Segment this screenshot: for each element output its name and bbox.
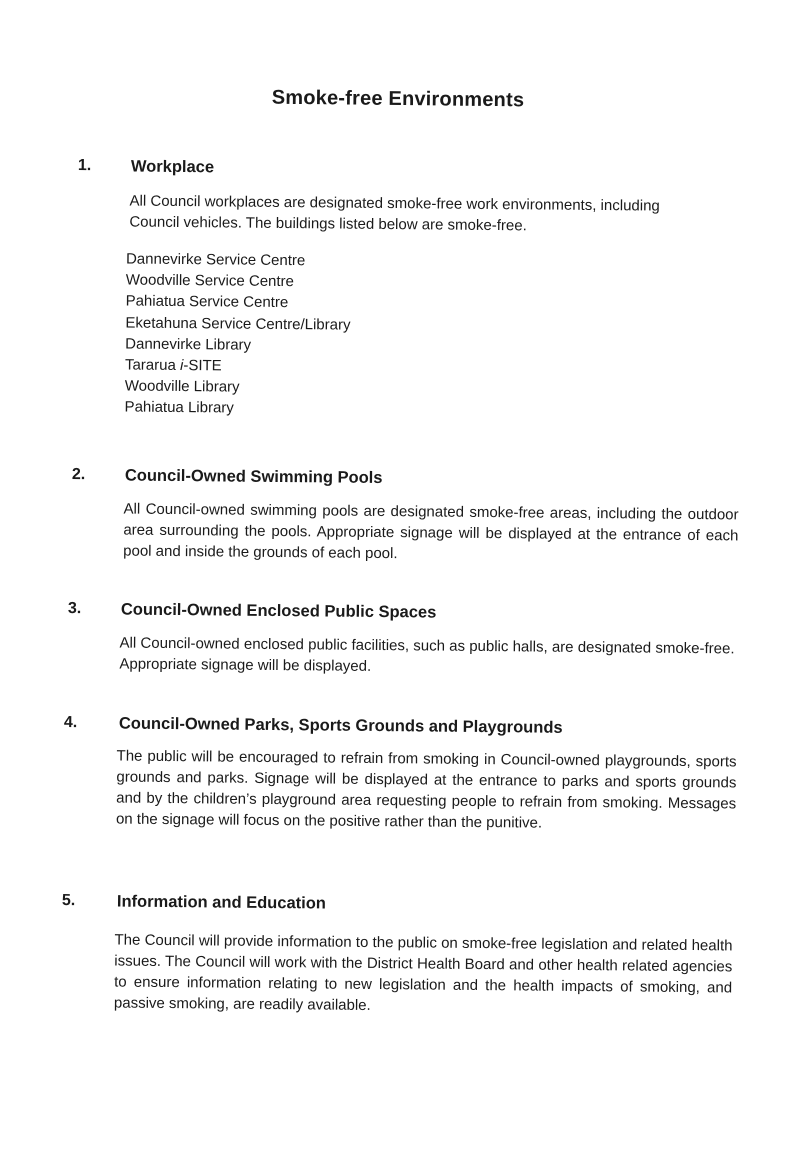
section-heading: Workplace — [130, 157, 215, 177]
section-number: 3. — [67, 600, 82, 618]
section-heading: Information and Education — [116, 892, 326, 913]
section-body: The public will be encouraged to refrain from smoking in Council-owned playgrounds, sports grounds and parks. Signage will be displayed at the entrance to parks and sports grounds and by the children’s playground area requesting people to refrain from smoking. Messages on the signage will focus on the positive rather than the punitive. — [115, 747, 737, 832]
section-number: 1. — [77, 157, 92, 175]
section-body: All Council-owned swimming pools are designated smoke-free areas, including the outdoor area surrounding the pools. Appropriate signage will be displayed at the entrance of each pool and inside the grounds of each pool. — [123, 500, 739, 563]
section-number: 4. — [63, 714, 78, 732]
section-swimming-pools — [71, 466, 752, 573]
list-item: Eketahuna Service Centre/Library — [125, 314, 351, 334]
section-heading: Council-Owned Enclosed Public Spaces — [120, 600, 437, 622]
section-information — [61, 892, 752, 1029]
list-item: Woodville Library — [124, 377, 240, 396]
list-item: Woodville Service Centre — [125, 271, 295, 291]
section-body — [124, 190, 709, 423]
section-enclosed-spaces — [67, 600, 748, 687]
section-heading: Council-Owned Parks, Sports Grounds and Playgrounds — [118, 714, 563, 737]
section-number: 2. — [71, 466, 86, 484]
section-body: The Council will provide information to the public on smoke-free legislation and related health issues. The Council will work with the District Health Board and other health related agencies to ensure information relating to new legislation and the health impacts of smoking, and passive smoking, are readily available. — [113, 931, 733, 1014]
section-heading: Council-Owned Swimming Pools — [124, 466, 383, 487]
building-list — [124, 248, 709, 423]
document-title: Smoke-free Environments — [271, 86, 525, 112]
section-workplace — [75, 157, 718, 433]
list-item: Dannevirke Library — [125, 335, 252, 354]
section-body: All Council-owned enclosed public facilities, such as public halls, are designated smoke-free. Appropriate signage will be displayed. — [119, 634, 735, 675]
list-item: Pahiatua Library — [124, 398, 234, 417]
section-number: 5. — [61, 892, 76, 910]
section-parks — [63, 714, 754, 861]
list-item: Pahiatua Service Centre — [125, 292, 289, 312]
workplace-intro: All Council workplaces are designated smoke-free work environments, including Council vehicles. The buildings listed below are smoke-free. — [129, 192, 660, 235]
list-item: Dannevirke Service Centre — [125, 250, 306, 270]
list-item: Tararua i-SITE — [124, 356, 222, 375]
